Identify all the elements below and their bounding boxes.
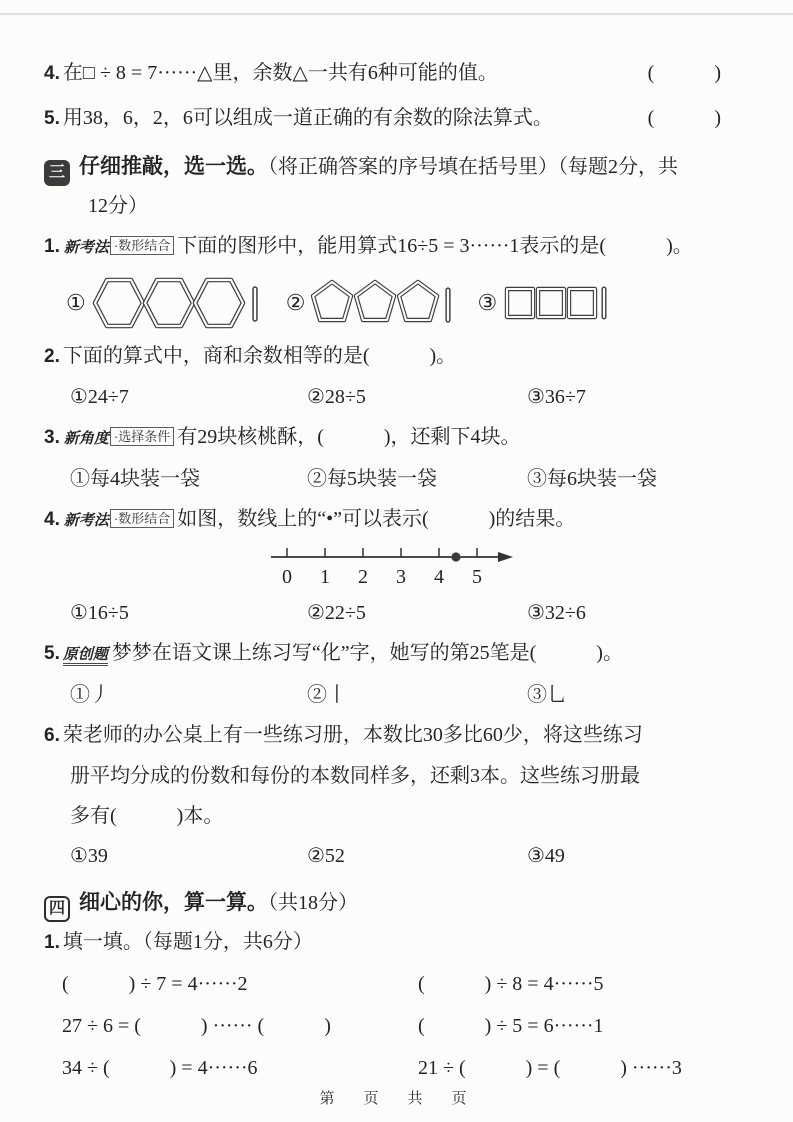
question-text: 有29块核桃酥，( )，还剩下4块。 [177, 426, 521, 448]
question-text: 用38，6，2，6可以组成一道正确的有余数的除法算式。 [62, 107, 553, 129]
question-number: 2. [44, 346, 60, 367]
new-angle-badge: 新角度 [63, 430, 109, 447]
option: ②丨 [307, 684, 347, 706]
badge-box-label: ·数形结合 [110, 509, 174, 528]
option: ①每4块装一袋 [70, 468, 200, 490]
options-row [44, 836, 755, 876]
svg-text:1: 1 [320, 566, 330, 588]
option: ②22÷5 [307, 602, 366, 624]
options-row [44, 377, 755, 417]
new-method-badge: 新考法 [63, 512, 109, 529]
choice-question-4 [44, 499, 755, 541]
option: ①丿 [70, 684, 110, 706]
options-row [44, 593, 755, 633]
figure-options-row [44, 274, 755, 332]
number-line-figure [269, 543, 755, 593]
badge-box-label: ·选择条件 [110, 427, 174, 446]
section-four-header [44, 884, 755, 922]
section-note-line2: 12分） [88, 195, 148, 217]
svg-text:2: 2 [358, 566, 368, 588]
option: ②28÷5 [307, 386, 366, 408]
page-top-rule [0, 13, 793, 15]
question-number: 5. [44, 108, 60, 129]
option: ②每5块装一袋 [307, 468, 437, 490]
option-label: ① [66, 290, 86, 315]
question-number: 4. [44, 63, 60, 84]
question-text: 填一填。 [62, 931, 143, 953]
option-label: ③ [477, 290, 498, 315]
option-label: ② [285, 290, 306, 315]
square-sticks-figure-icon [503, 282, 609, 324]
calc-sub-question-1 [44, 922, 755, 963]
option: ③36÷7 [527, 386, 586, 408]
question-text-line2: 册平均分成的份数和每份的本数同样多，还剩3本。这些练习册最 [70, 765, 640, 787]
judge-item-5 [44, 103, 755, 134]
choice-question-3 [44, 417, 755, 459]
choice-question-2 [44, 336, 755, 377]
choice-question-1 [44, 226, 755, 268]
question-number: 6. [44, 725, 60, 746]
pentagon-sticks-figure-icon [311, 278, 453, 328]
svg-text:3: 3 [396, 566, 406, 588]
equation: 34 ÷ ( ) = 4······6 [62, 1057, 258, 1079]
option: ③每6块装一袋 [527, 468, 657, 490]
section-four-icon: 四 [44, 896, 70, 922]
question-number: 5. [44, 643, 60, 664]
choice-question-6 [44, 715, 755, 756]
question-note: （每题1分，共6分） [142, 931, 313, 953]
equation: ( ) ÷ 7 = 4······2 [62, 973, 248, 995]
svg-text:5: 5 [472, 566, 482, 588]
option: ③32÷6 [527, 602, 586, 624]
badge-box-label: ·数形结合 [110, 236, 174, 255]
question-number: 4. [44, 509, 60, 530]
section-note: （将正确答案的序号填在括号里）（每题2分，共 [268, 156, 678, 178]
option: ①24÷7 [70, 386, 129, 408]
options-row [44, 459, 755, 499]
question-number: 3. [44, 427, 60, 448]
answer-bracket: ( ) [647, 107, 721, 129]
question-text: 下面的算式中，商和余数相等的是( )。 [62, 345, 457, 367]
question-number: 1. [44, 932, 60, 953]
question-number: 1. [44, 236, 60, 257]
option: ①16÷5 [70, 602, 129, 624]
original-question-badge: 原创题 [63, 646, 108, 666]
option: ③乚 [527, 684, 567, 706]
judge-item-4 [44, 58, 755, 89]
new-method-badge: 新考法 [63, 239, 109, 256]
equation: 21 ÷ ( ) = ( ) ······3 [418, 1057, 682, 1079]
section-three-icon: 三 [44, 160, 70, 186]
number-line-dot [451, 552, 460, 561]
question-text: 在□ ÷ 8 = 7······△里，余数△一共有6种可能的值。 [62, 62, 498, 84]
question-text: 下面的图形中，能用算式16÷5 = 3······1表示的是( )。 [177, 235, 693, 257]
page-content [44, 58, 755, 1089]
hexagon-sticks-figure-icon [92, 275, 260, 331]
page-footer: 第 页 共 页 [319, 1090, 474, 1107]
section-title: 细心的你，算一算。 [79, 891, 268, 914]
arrowhead-icon [498, 552, 513, 562]
choice-question-5 [44, 633, 755, 675]
section-title: 仔细推敲，选一选。 [79, 155, 268, 178]
option: ③49 [527, 845, 565, 867]
svg-text:4: 4 [434, 566, 444, 588]
equation: 27 ÷ 6 = ( ) ······ ( ) [62, 1015, 331, 1037]
options-row [44, 675, 755, 715]
option: ①39 [70, 845, 108, 867]
answer-bracket: ( ) [647, 62, 721, 84]
question-text-line3: 多有( )本。 [70, 805, 224, 827]
section-three-header [44, 148, 755, 186]
svg-text:0: 0 [282, 566, 292, 588]
question-text-line1: 荣老师的办公桌上有一些练习册，本数比30多比60少，将这些练习 [62, 724, 643, 746]
question-text: 梦梦在语文课上练习写“化”字，她写的第25笔是( )。 [111, 642, 623, 664]
section-note: （共18分） [268, 892, 358, 914]
option: ②52 [307, 845, 345, 867]
fill-in-equations [44, 963, 755, 1089]
equation: ( ) ÷ 8 = 4······5 [418, 973, 604, 995]
equation: ( ) ÷ 5 = 6······1 [418, 1015, 604, 1037]
question-text: 如图，数线上的“•”可以表示( )的结果。 [177, 508, 576, 530]
